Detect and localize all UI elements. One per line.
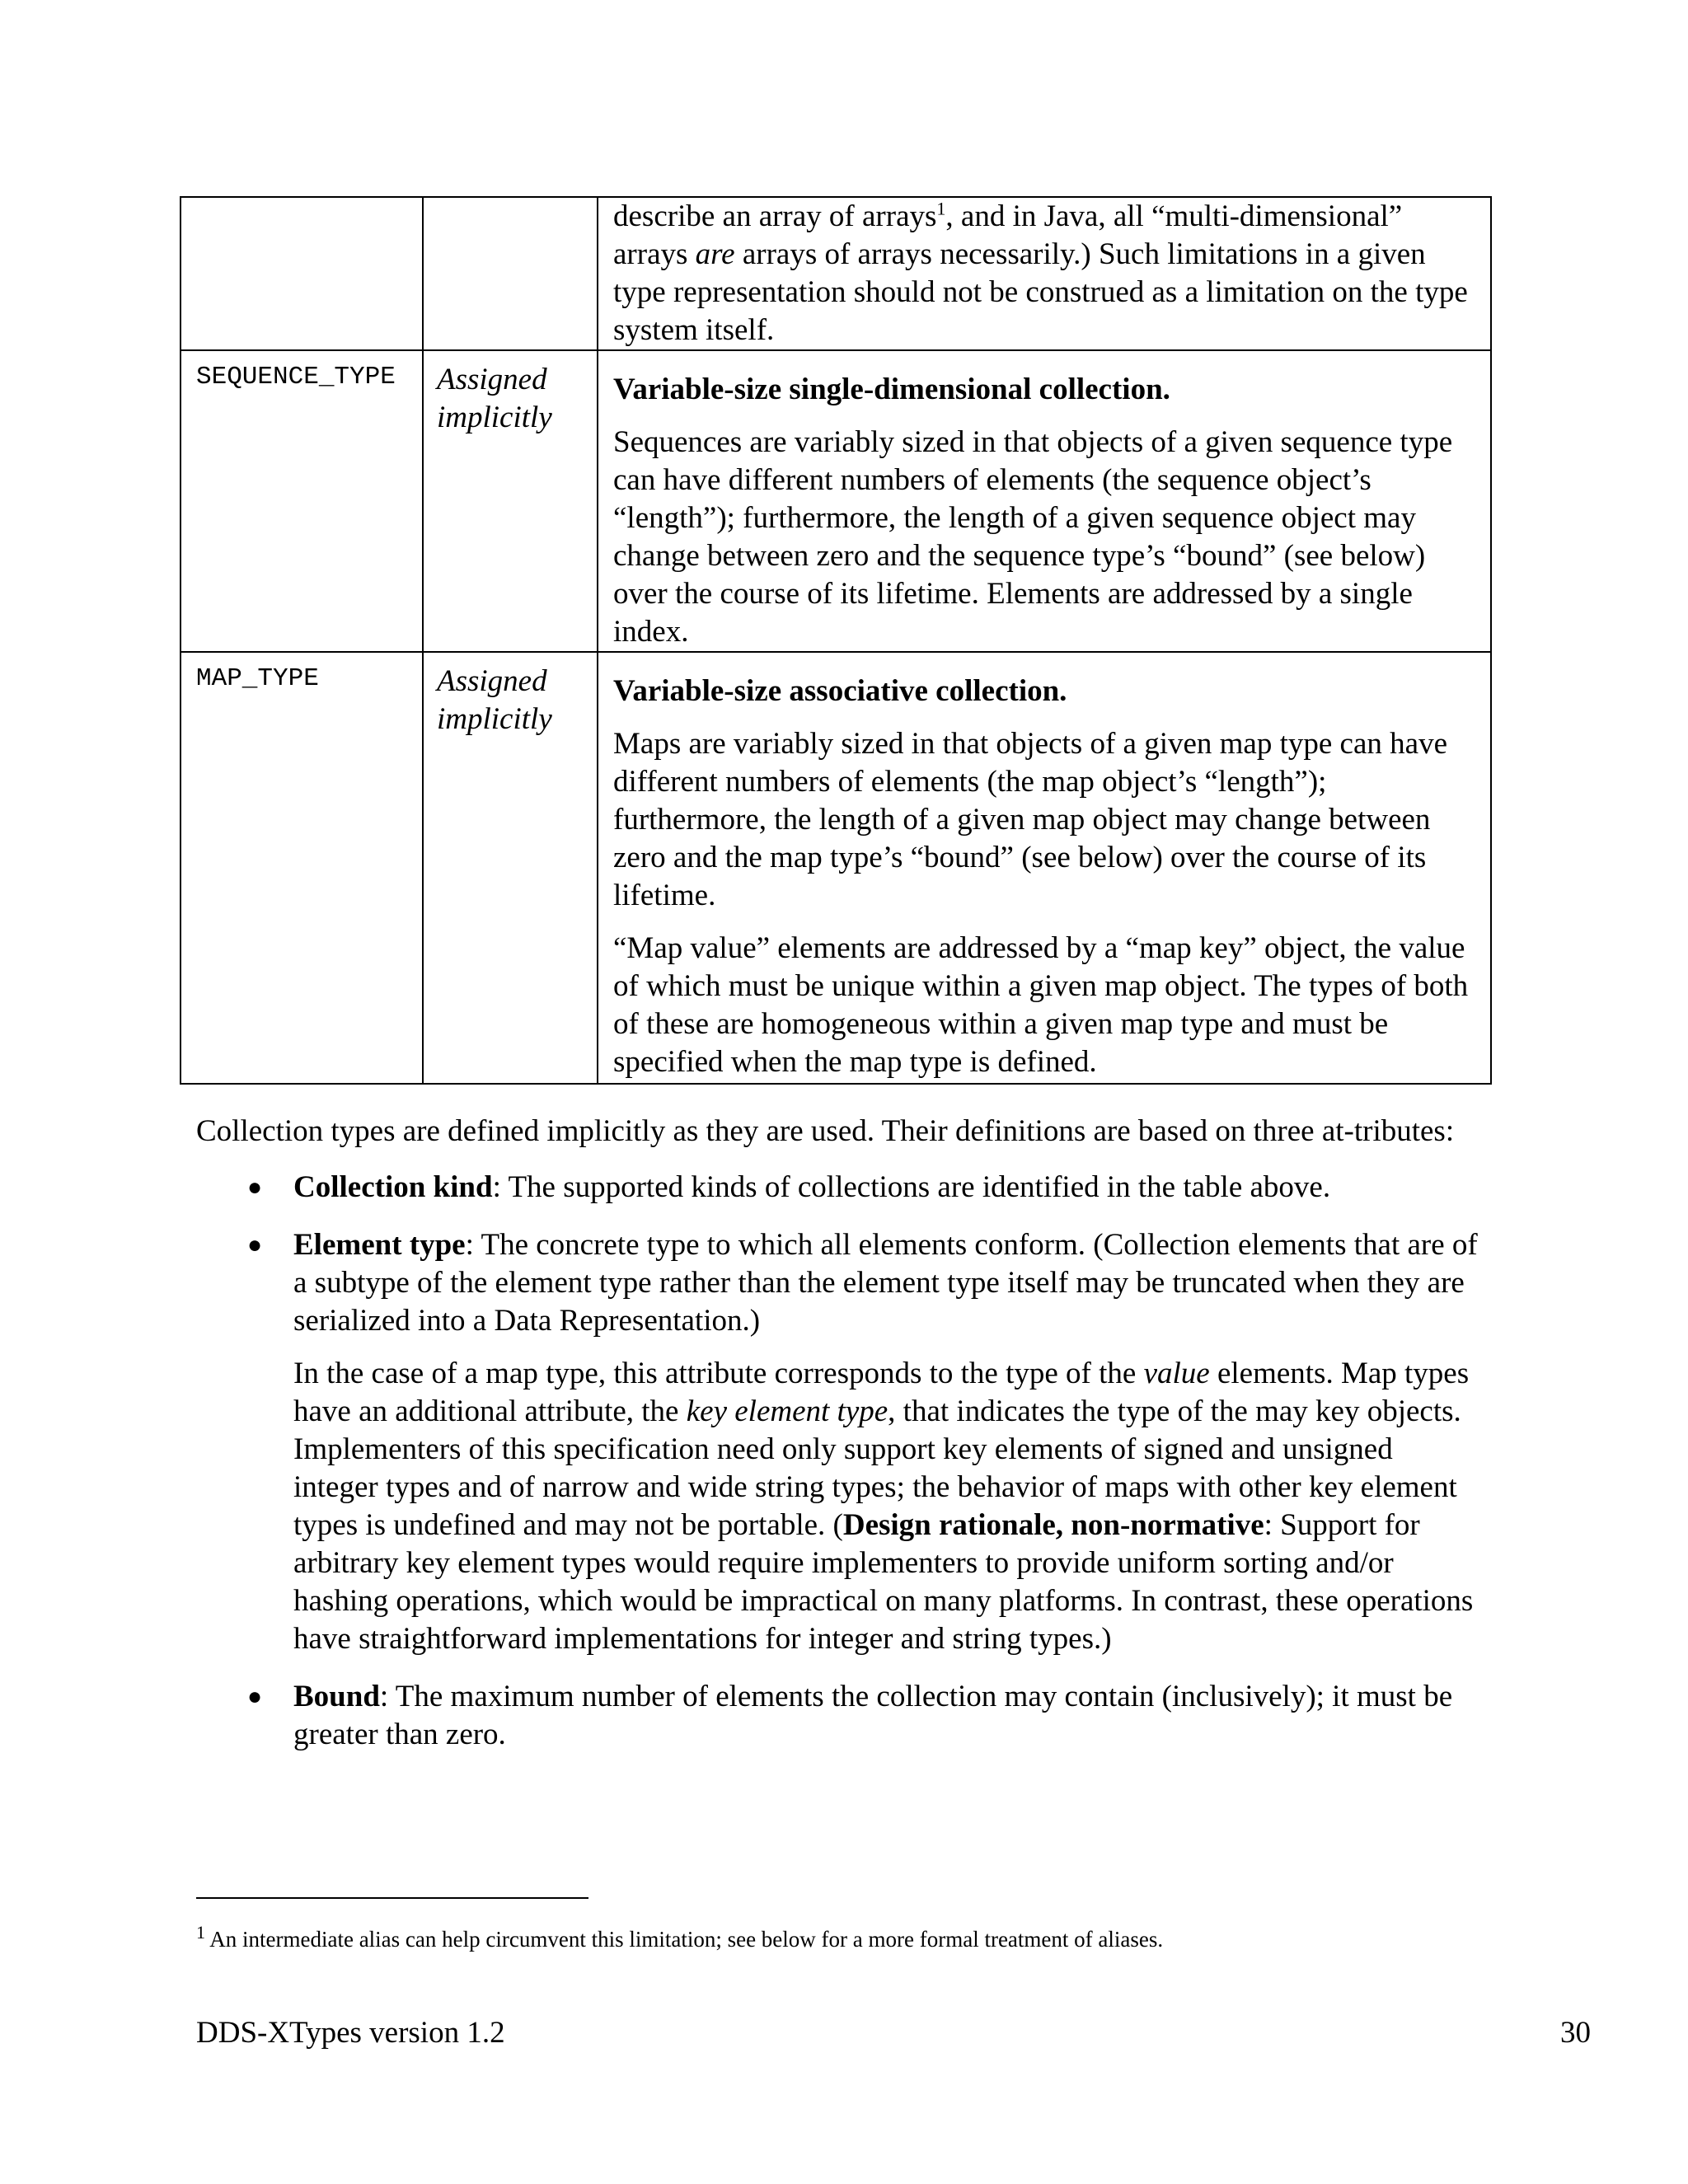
- kind-sequence: SEQUENCE_TYPE: [196, 363, 396, 391]
- item-paragraph: [293, 1678, 1482, 1754]
- description-cell: [598, 350, 1491, 652]
- table-row-sequence: [181, 350, 1491, 652]
- bullet-icon: ●: [247, 1683, 263, 1710]
- kind-cell: [181, 350, 423, 652]
- footer-document-title: DDS-XTypes version 1.2: [196, 2016, 505, 2050]
- footnote-divider: [196, 1897, 588, 1899]
- tk-cell-empty: [423, 197, 598, 350]
- term-bound: Bound: [293, 1680, 380, 1713]
- term-collection-kind: Collection kind: [293, 1170, 493, 1204]
- tk-cell: [423, 350, 598, 652]
- term-element-type: Element type: [293, 1228, 466, 1262]
- collection-attributes-section: [196, 1113, 1482, 1774]
- footer-page-number: 30: [1560, 2016, 1591, 2050]
- text-bound: : The maximum number of elements the collection may contain (inclusively); it must be greater than zero.: [293, 1680, 1453, 1751]
- design-rationale-label: Design rationale, non-normative: [842, 1508, 1264, 1542]
- kind-map: MAP_TYPE: [196, 664, 319, 693]
- description-continued: [598, 198, 1490, 349]
- list-item-element-type: [196, 1226, 1482, 1658]
- text-run: , that indicates the type of the may key objects. Implementers of this specification need only support key elements of signed and unsigned integer types and of narrow and wide string types; the behavior of maps with other key element types is undefined and may not be portable. (: [293, 1394, 1461, 1542]
- text-run: In the case of a map type, this attribute corresponds to the type of the: [293, 1357, 1144, 1390]
- list-item-bound: [196, 1678, 1482, 1754]
- bullet-icon: ●: [247, 1174, 263, 1201]
- table-row-continued: [181, 197, 1491, 350]
- tk-sequence: Assigned implicitly: [437, 363, 552, 434]
- description-cell: [598, 197, 1491, 350]
- bullet-icon: ●: [247, 1231, 263, 1258]
- collection-kinds-table: [180, 196, 1492, 1085]
- item-paragraph: [293, 1226, 1482, 1340]
- kind-cell-empty: [181, 197, 423, 350]
- tk-map: Assigned implicitly: [437, 664, 552, 736]
- table-row-map: [181, 652, 1491, 1084]
- footnote: [196, 1922, 1482, 1953]
- footnote-ref[interactable]: 1: [936, 198, 946, 219]
- footnote-number: 1: [196, 1922, 205, 1943]
- map-description-1: Maps are variably sized in that objects of a given map type can have different numbers of elements (the map object’s “length”); furthermore, the length of a given map object may change between zero and the map type’s “bound” (see below) over the course of its lifetime.: [613, 727, 1447, 912]
- intro-paragraph: Collection types are defined implicitly as they are used. Their definitions are based on three at-tributes:: [196, 1114, 1455, 1148]
- text-run: elements. Map types have an additional attribute, the: [293, 1357, 1470, 1428]
- key-element-type-emphasis: key element type: [686, 1394, 889, 1428]
- attribute-list: [196, 1169, 1482, 1754]
- item-paragraph: [293, 1169, 1482, 1207]
- description-map: [598, 673, 1490, 1083]
- description-sequence: [598, 371, 1490, 651]
- text-run: : Support for arbitrary key element types would require implementers to provide uniform sorting and/or hashing operations, which would be impractical on many platforms. In contrast, these operations have straightforward implementations for integer and string types.): [293, 1508, 1474, 1656]
- text-collection-kind: : The supported kinds of collections are identified in the table above.: [492, 1170, 1331, 1204]
- kind-cell: [181, 652, 423, 1084]
- sequence-heading: Variable-size single-dimensional collection.: [613, 373, 1170, 406]
- tk-cell: [423, 652, 598, 1084]
- continued-text-1: describe an array of arrays: [613, 199, 937, 233]
- sequence-description: Sequences are variably sized in that objects of a given sequence type can have different numbers of elements (the sequence object’s “length”); furthermore, the length of a given sequence object may change between zero and the sequence type’s “bound” (see below) over the course of its lifetime. Elements are addressed by a single index.: [613, 425, 1453, 649]
- map-heading: Variable-size associative collection.: [613, 674, 1067, 708]
- continued-text-3: arrays of arrays necessarily.) Such limitations in a given type representation should not be construed as a limitation on the type system itself.: [613, 237, 1468, 347]
- continued-text-2: , and in Java, all “multi-dimensional” arrays: [613, 199, 1403, 271]
- element-type-map-paragraph: [293, 1355, 1482, 1658]
- text-element-type: : The concrete type to which all elements conform. (Collection elements that are of a subtype of the element type rather than the element type itself may be truncated when they are serialized into a Data Representation.): [293, 1228, 1478, 1338]
- list-item-collection-kind: [196, 1169, 1482, 1207]
- footnote-text: An intermediate alias can help circumvent this limitation; see below for a more formal treatment of aliases.: [209, 1927, 1164, 1952]
- continued-paragraph: [613, 198, 1470, 349]
- value-emphasis: value: [1143, 1357, 1210, 1390]
- map-description-2: “Map value” elements are addressed by a “map key” object, the value of which must be unique within a given map object. The types of both of these are homogeneous within a given map type and must be specified when the map type is defined.: [613, 931, 1469, 1079]
- description-cell: [598, 652, 1491, 1084]
- continued-emphasis: are: [695, 237, 735, 271]
